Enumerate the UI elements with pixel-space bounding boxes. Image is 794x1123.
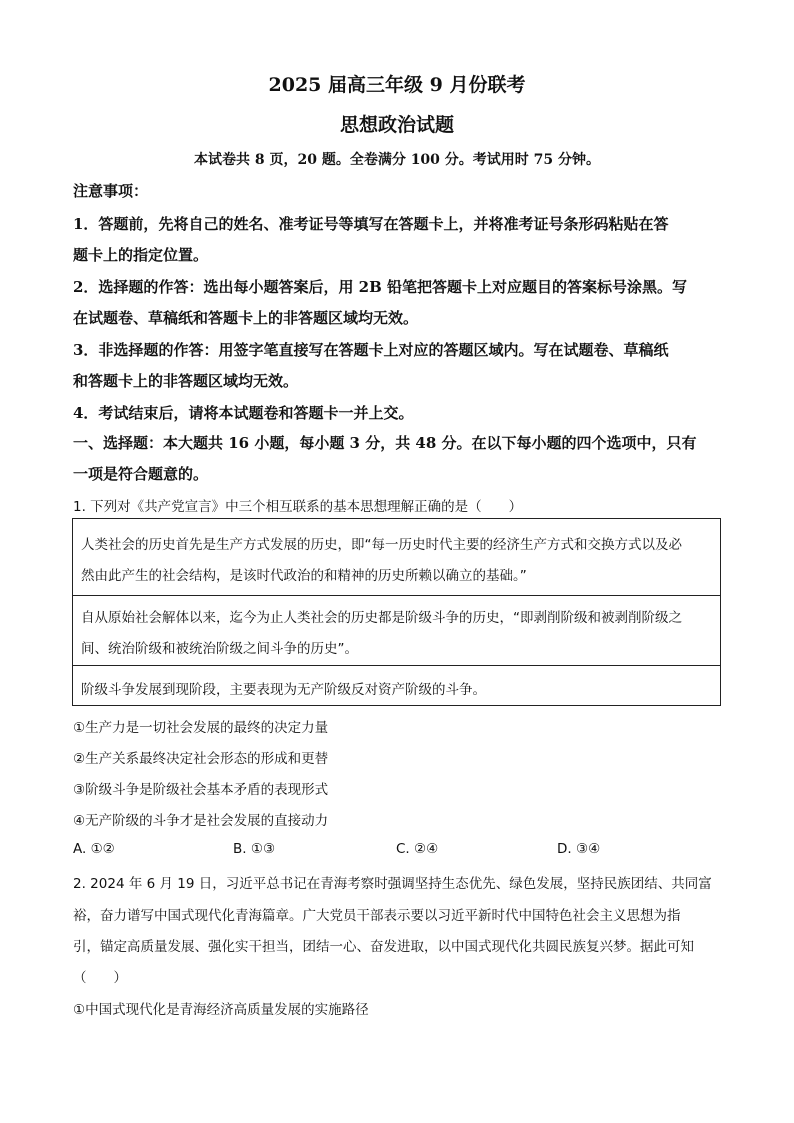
quote-1-line-1: 人类社会的历史首先是生产方式发展的历史，即“每一历史时代主要的经济生产方式和交换方式以及必 [81,537,682,553]
notes-item: 题卡上的指定位置。 [73,246,209,264]
notes-item: 3．非选择题的作答：用签字笔直接写在答题卡上对应的答题区域内。写在试题卷、草稿纸 [73,341,669,359]
question-1-stem: 1. 下列对《共产党宣言》中三个相互联系的基本思想理解正确的是（ ） [73,499,523,515]
option-b: B. ①③ [233,841,276,857]
quote-table [72,518,721,706]
notes-heading: 注意事项： [73,182,149,200]
option-a: A. ①② [73,841,115,857]
subject-title: 思想政治试题 [339,114,454,136]
notes-item: 2．选择题的作答：选出每小题答案后，用 2B 铅笔把答题卡上对应题目的答案标号涂黑。写 [73,278,688,296]
question-2-line: 2. 2024 年 6 月 19 日，习近平总书记在青海考察时强调坚持生态优先、绿色发展，坚持民族团结、共同富 [73,876,712,892]
exam-title: 2025 届高三年级 9 月份联考 [268,74,526,96]
option-c: C. ②④ [396,841,439,857]
quote-3-line-1: 阶级斗争发展到现阶段，主要表现为无产阶级反对资产阶级的斗争。 [81,682,486,698]
notes-item: 1．答题前，先将自己的姓名、准考证号等填写在答题卡上，并将准考证号条形码粘贴在答 [73,215,669,233]
question-2-line: 裕，奋力谱写中国式现代化青海篇章。广大党员干部表示要以习近平新时代中国特色社会主义思想为指 [73,908,681,924]
question-2-line: 引，锚定高质量发展、强化实干担当，团结一心、奋发进取，以中国式现代化共圆民族复兴梦。据此可知 [73,939,694,955]
quote-divider [73,665,720,666]
notes-item: 4．考试结束后，请将本试题卷和答题卡一并上交。 [73,404,414,422]
section-heading-cont: 一项是符合题意的。 [73,465,209,483]
question-2-paren: （ ） [73,970,127,986]
notes-item: 和答题卡上的非答题区域均无效。 [73,372,299,390]
question-2-statement-1: ①中国式现代化是青海经济高质量发展的实施路径 [73,1002,369,1018]
statement-2: ②生产关系最终决定社会形态的形成和更替 [73,751,329,767]
quote-2-line-1: 自从原始社会解体以来，迄今为止人类社会的历史都是阶级斗争的历史，“即剥削阶级和被剥削阶级之 [81,610,682,626]
statement-1: ①生产力是一切社会发展的最终的决定力量 [73,720,329,736]
statement-4: ④无产阶级的斗争才是社会发展的直接动力 [73,813,329,829]
quote-1-line-2: 然由此产生的社会结构，是该时代政治的和精神的历史所赖以确立的基础。” [81,568,527,584]
notes-item: 在试题卷、草稿纸和答题卡上的非答题区域均无效。 [73,309,419,327]
exam-info: 本试卷共 8 页，20 题。全卷满分 100 分。考试用时 75 分钟。 [193,152,601,168]
quote-2-line-2: 间、统治阶级和被统治阶级之间斗争的历史”。 [81,641,358,657]
option-d: D. ③④ [557,841,601,857]
statement-3: ③阶级斗争是阶级社会基本矛盾的表现形式 [73,782,329,798]
section-heading: 一、选择题：本大题共 16 小题，每小题 3 分，共 48 分。在以下每小题的四个选项中，只有 [73,434,697,452]
quote-divider [73,595,720,596]
